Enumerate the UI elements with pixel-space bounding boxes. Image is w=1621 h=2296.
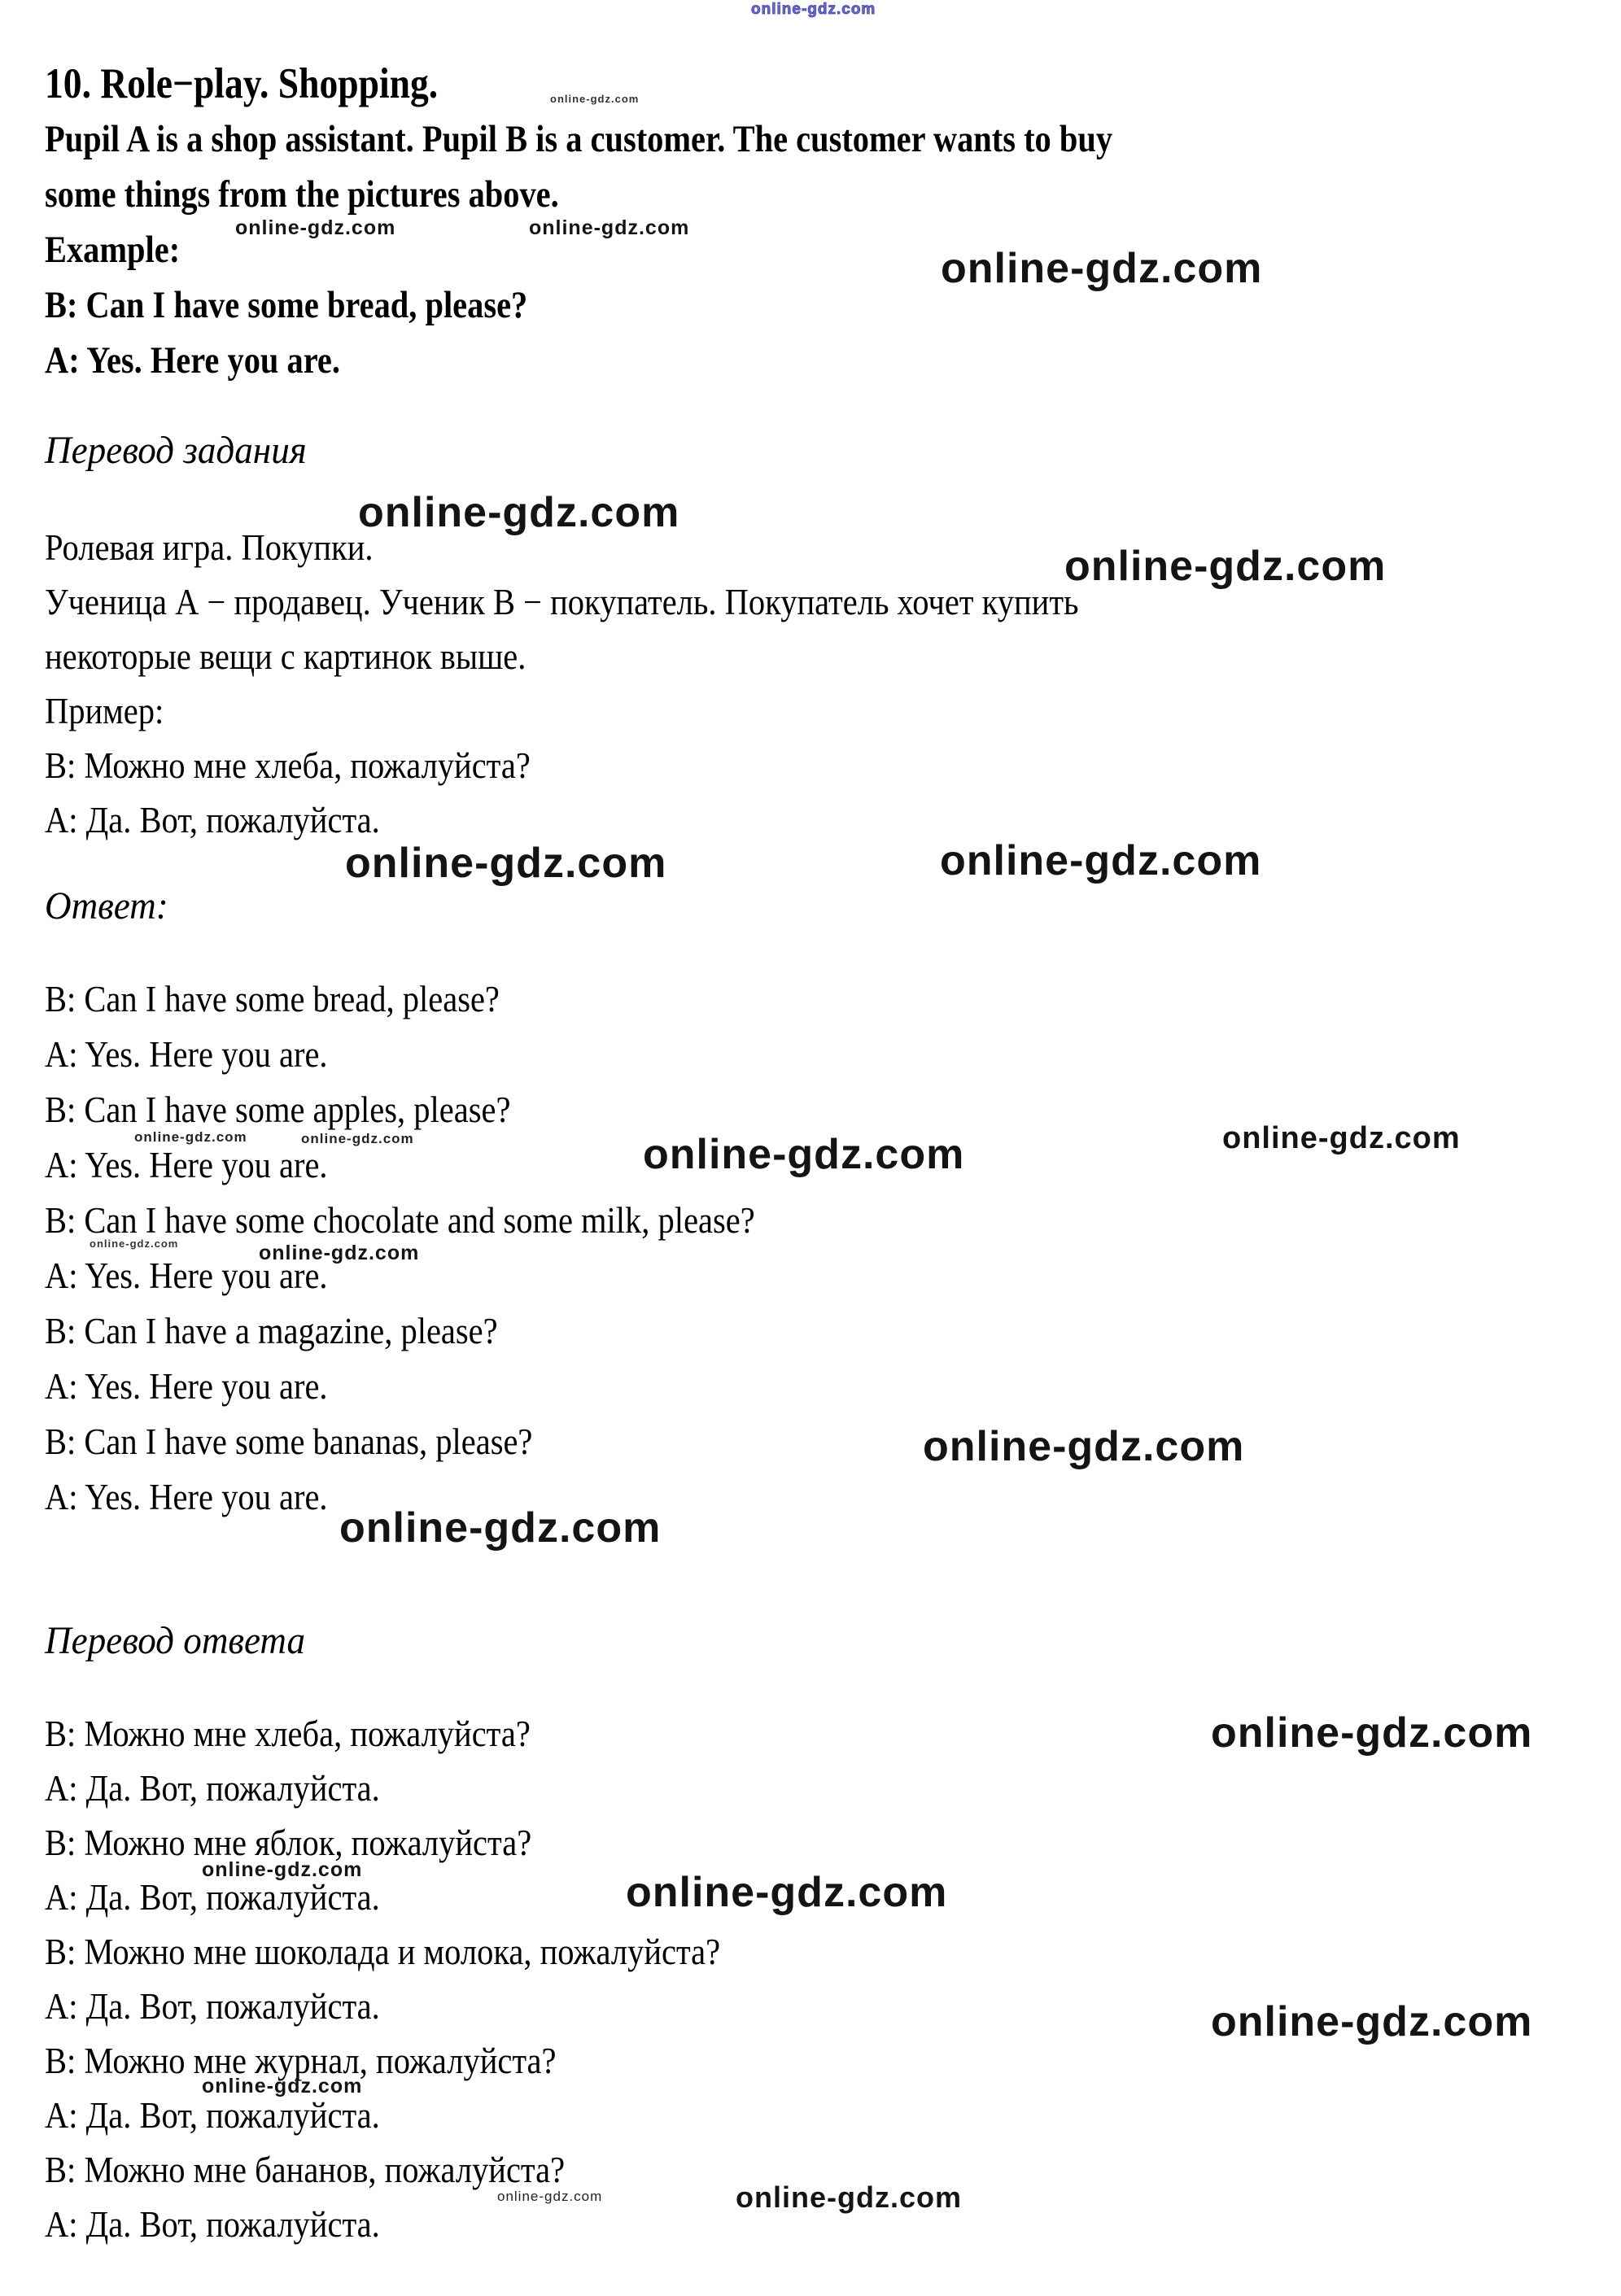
watermark-online-gdz: online-gdz.com [751,1,876,18]
answer-line: A: Yes. Here you are. [45,1477,328,1517]
watermark-online-gdz: online-gdz.com [529,216,690,239]
watermark-online-gdz: online-gdz.com [345,840,667,887]
watermark-online-gdz: online-gdz.com [626,1869,948,1916]
translation-task-line: некоторые вещи с картинок выше. [45,636,526,677]
translation-answer-heading: Перевод ответа [45,1619,306,1662]
watermark-online-gdz: online-gdz.com [90,1237,179,1250]
watermark-online-gdz: online-gdz.com [940,837,1262,884]
task-title: 10. Role−play. Shopping. [45,60,439,107]
answer-heading-block [45,882,176,931]
translation-answer-line: A: Да. Вот, пожалуйста. [45,2204,380,2245]
watermark-online-gdz: online-gdz.com [941,245,1263,292]
answer-line: A: Yes. Here you are. [45,1255,328,1296]
translation-answer-heading-block [45,1617,322,1665]
translation-answer-line: B: Можно мне журнал, пожалуйста? [45,2041,557,2081]
task-description-line: some things from the pictures above. [45,173,559,216]
watermark-online-gdz: online-gdz.com [134,1129,247,1145]
watermark-online-gdz: online-gdz.com [235,216,396,239]
watermark-online-gdz: online-gdz.com [202,1858,363,1881]
translation-task-line: B: Можно мне хлеба, пожалуйста? [45,745,531,786]
watermark-online-gdz: online-gdz.com [1211,1709,1533,1757]
translation-answer-line: B: Можно мне яблок, пожалуйста? [45,1822,532,1863]
example-dialogue-line: A: Yes. Here you are. [45,339,340,382]
translation-task-heading: Перевод задания [45,429,307,472]
answer-line: B: Can I have a magazine, please? [45,1311,498,1351]
translation-task-line: Ролевая игра. Покупки. [45,527,374,568]
translation-answer-line: A: Да. Вот, пожалуйста. [45,1877,380,1918]
translation-task-line: Пример: [45,691,164,731]
answer-line: A: Yes. Here you are. [45,1034,328,1075]
example-dialogue-line: B: Can I have some bread, please? [45,284,528,326]
translation-task-heading-block [45,426,323,475]
translation-answer-line: A: Да. Вот, пожалуйста. [45,2095,380,2136]
example-label: Example: [45,229,181,271]
answer-line: B: Can I have some apples, please? [45,1089,511,1130]
watermark-online-gdz: online-gdz.com [643,1131,965,1178]
answer-line: B: Can I have some chocolate and some milk, please? [45,1200,755,1241]
watermark-online-gdz: online-gdz.com [497,2189,603,2204]
translation-task-line: A: Да. Вот, пожалуйста. [45,800,380,840]
watermark-online-gdz: online-gdz.com [301,1131,414,1146]
watermark-online-gdz: online-gdz.com [1211,1998,1533,2045]
watermark-online-gdz: online-gdz.com [550,93,640,105]
answer-line: A: Yes. Here you are. [45,1145,328,1185]
translation-answer-line: B: Можно мне хлеба, пожалуйста? [45,1713,531,1754]
answer-line: A: Yes. Here you are. [45,1366,328,1407]
translation-task-section [45,521,1194,848]
translation-answer-line: A: Да. Вот, пожалуйста. [45,1768,380,1809]
translation-answer-line: B: Можно мне бананов, пожалуйста? [45,2150,566,2190]
answer-line: B: Can I have some bread, please? [45,979,500,1019]
watermark-online-gdz: online-gdz.com [736,2180,962,2214]
watermark-online-gdz: online-gdz.com [339,1504,662,1552]
watermark-online-gdz: online-gdz.com [202,2075,363,2097]
answer-line: B: Can I have some bananas, please? [45,1421,533,1462]
watermark-online-gdz: online-gdz.com [259,1242,420,1264]
translation-answer-line: B: Можно мне шоколада и молока, пожалуйста? [45,1932,721,1972]
task-description-line: Pupil A is a shop assistant. Pupil B is a customer. The customer wants to buy [45,118,1113,160]
answer-heading: Ответ: [45,884,168,928]
watermark-online-gdz: online-gdz.com [923,1423,1245,1470]
translation-answer-line: A: Да. Вот, пожалуйста. [45,1986,380,2027]
watermark-online-gdz: online-gdz.com [1064,543,1387,590]
translation-task-line: Ученица А − продавец. Ученик В − покупатель. Покупатель хочет купить [45,582,1079,622]
watermark-online-gdz: online-gdz.com [1222,1121,1461,1155]
watermark-online-gdz: online-gdz.com [358,489,680,536]
translation-answer-section [45,1707,795,2252]
